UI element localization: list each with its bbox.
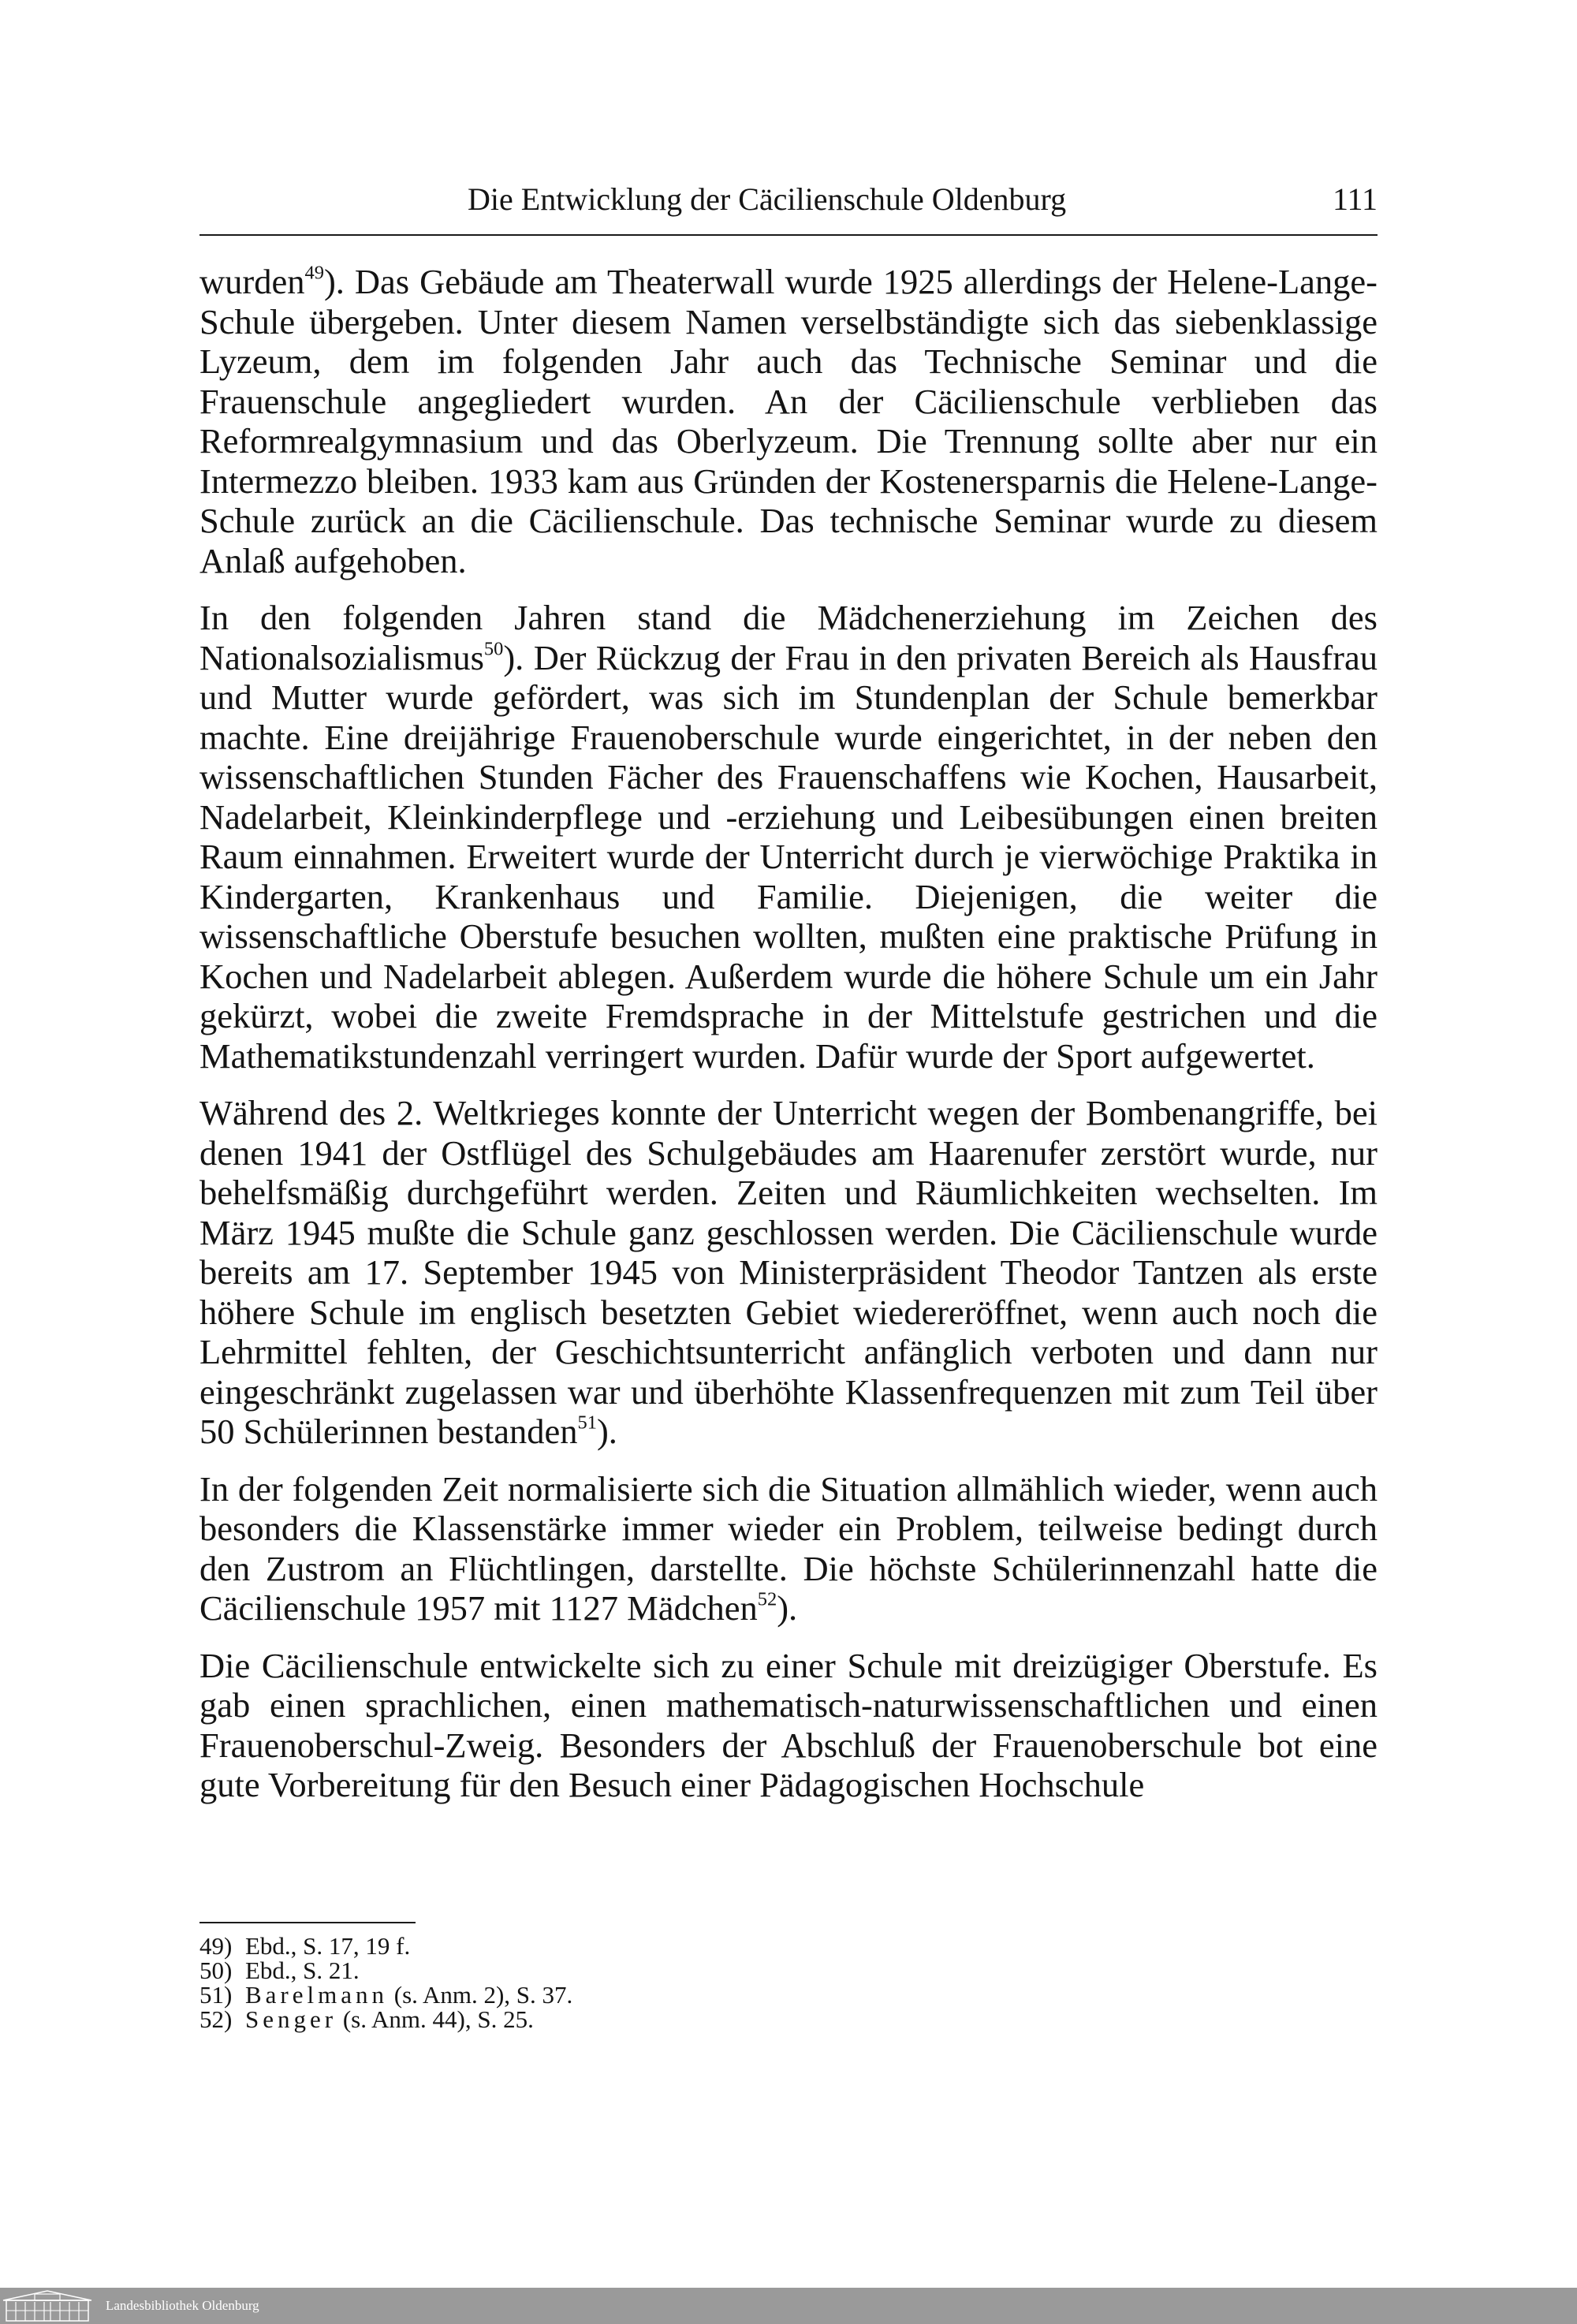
paragraph-4: In der folgenden Zeit normalisierte sich die Situation allmählich wieder, wenn auch besonders die Klassenstärke immer wieder ein Problem, teilweise bedingt durch den Zustrom an Flüchtlingen, darstellte. Die höchste Schülerinnenzahl hatte die Cäcilienschule 1957 mit 1127 Mädchen$^{52}$). bbox=[199, 1468, 1378, 1628]
library-building-logo-icon bbox=[0, 2289, 95, 2322]
footnote-ref-52: 52 bbox=[757, 1588, 777, 1610]
footnote-ref-50: 50 bbox=[483, 638, 504, 660]
footnote-52: 52) Senger (s. Anm. 44), S. 25. bbox=[199, 2005, 534, 2033]
footnote-ref-49: 49 bbox=[304, 262, 324, 284]
footnote-mark: 50) bbox=[199, 1957, 233, 1984]
footnote-mark: 49) bbox=[199, 1932, 233, 1960]
page-header bbox=[199, 177, 1378, 236]
library-label: Landesbibliothek Oldenburg bbox=[106, 2298, 259, 2313]
footnote-author: Barelmann bbox=[245, 1981, 389, 2009]
footnote-mark: 52) bbox=[199, 2005, 233, 2033]
page-number: 111 bbox=[1332, 181, 1378, 217]
footnote-49: 49) Ebd., S. 17, 19 f. bbox=[199, 1932, 411, 1960]
body-text bbox=[199, 262, 1378, 1822]
footnote-divider bbox=[199, 1922, 416, 1923]
running-title: Die Entwicklung der Cäcilienschule Oldenburg bbox=[468, 181, 1067, 217]
paragraph-5: Die Cäcilienschule entwickelte sich zu einer Schule mit dreizügiger Oberstufe. Es gab einen sprachlichen, einen mathematisch-naturwissenschaftlichen und einen Frauenoberschul-Zweig. Besonders der Abschluß der Frauenoberschule bot eine gute Vorbereitung für den Besuch einer Pädagogischen Hochschule bbox=[199, 1645, 1378, 1804]
footnotes bbox=[199, 1934, 1378, 2031]
footnote-mark: 51) bbox=[199, 1981, 233, 2009]
paragraph-3: Während des 2. Weltkrieges konnte der Unterricht wegen der Bombenangriffe, bei denen 1941 der Ostflügel des Schulgebäudes am Haarenufer zerstört wurde, nur behelfsmäßig durchgeführt werden. Zeiten und Räumlichkeiten wechselten. Im März 1945 mußte die Schule ganz geschlossen werden. Die Cäcilienschule wurde bereits am 17. September 1945 von Ministerpräsident Theodor Tantzen als erste höhere Schule im englisch besetzten Gebiet wiedereröffnet, wenn auch noch die Lehrmittel fehlten, der Geschichtsunterricht anfänglich verboten und dann nur eingeschränkt zugelassen war und überhöhte Klassenfrequenzen mit zum Teil über 50 Schülerinnen bestanden$^{51}$). bbox=[199, 1093, 1378, 1451]
paragraph-2: In den folgenden Jahren stand die Mädchenerziehung im Zeichen des Nationalsozialismus$^{50}$). Der Rückzug der Frau in den privaten Bereich als Hausfrau und Mutter wurde gefördert, was sich im Stundenplan der Schule bemerkbar machte. Eine dreijährige Frauenoberschule wurde eingerichtet, in der neben den wissenschaftlichen Stunden Fächer des Frauenschaffens wie Kochen, Hausarbeit, Nadelarbeit, Kleinkinderpflege und -erziehung und Leibesübungen einen breiten Raum einnahmen. Erweitert wurde der Unterricht durch je vierwöchige Praktika in Kindergarten, Krankenhaus und Familie. Diejenigen, die weiter die wissenschaftliche Oberstufe besuchen wollten, mußten eine praktische Prüfung in Kochen und Nadelarbeit ablegen. Außerdem wurde die höhere Schule um ein Jahr gekürzt, wobei die zweite Fremdsprache in der Mittelstufe gestrichen und die Mathematikstundenzahl verringert wurden. Dafür wurde der Sport aufgewertet. bbox=[199, 598, 1378, 1076]
footnote-50: 50) Ebd., S. 21. bbox=[199, 1957, 360, 1984]
footnote-51: 51) Barelmann (s. Anm. 2), S. 37. bbox=[199, 1981, 573, 2009]
library-footer-bar bbox=[0, 2288, 1577, 2324]
paragraph-1: wurden$^{49}$). Das Gebäude am Theaterwall wurde 1925 allerdings der Helene-Lange-Schule übergeben. Unter diesem Namen verselbständigte sich das siebenklassige Lyzeum, dem im folgenden Jahr auch das Technische Seminar und die Frauenschule angegliedert wurden. An der Cäcilienschule verblieben das Reformrealgymnasium und das Oberlyzeum. Die Trennung sollte aber nur ein Intermezzo bleiben. 1933 kam aus Gründen der Kostenersparnis die Helene-Lange-Schule zurück an die Cäcilienschule. Das technische Seminar wurde zu diesem Anlaß aufgehoben. bbox=[199, 262, 1378, 580]
footnote-author: Senger bbox=[245, 2005, 337, 2033]
footnote-ref-51: 51 bbox=[577, 1412, 597, 1434]
